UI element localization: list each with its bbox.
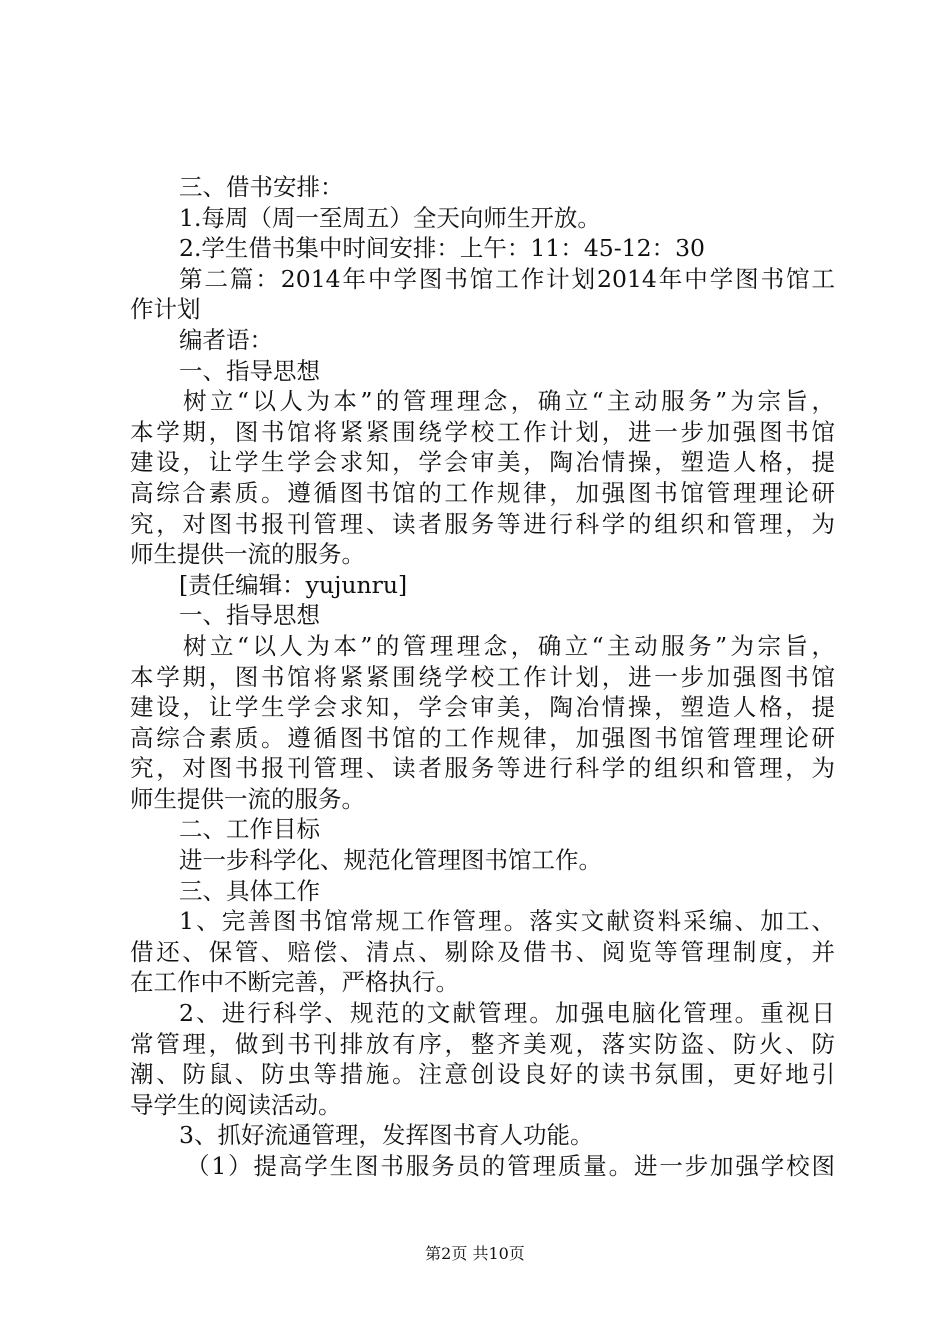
text-line: 进一步科学化、规范化管理图书馆工作。 bbox=[179, 846, 602, 875]
text-line: 3、抓好流通管理，发挥图书育人功能。 bbox=[179, 1121, 594, 1150]
text-line: 二、工作目标 bbox=[179, 815, 320, 844]
text-line: 本学期，图书馆将紧紧围绕学校工作计划，进一步加强图书馆 bbox=[130, 417, 835, 446]
text-line: 究，对图书报刊管理、读者服务等进行科学的组织和管理，为 bbox=[130, 754, 835, 783]
text-line: 师生提供一流的服务。 bbox=[130, 784, 365, 813]
page-footer bbox=[0, 1244, 950, 1264]
text-line: 1、完善图书馆常规工作管理。落实文献资料采编、加工、 bbox=[179, 907, 835, 936]
text-line: 导学生的阅读活动。 bbox=[130, 1090, 342, 1119]
text-line: 一、指导思想 bbox=[179, 601, 320, 630]
text-line: 建设，让学生学会求知，学会审美，陶冶情操，塑造人格，提 bbox=[130, 448, 835, 477]
text-line: 树立“以人为本”的管理理念，确立“主动服务”为宗旨， bbox=[183, 631, 835, 660]
text-line: 高综合素质。遵循图书馆的工作规律，加强图书馆管理理论研 bbox=[130, 478, 835, 507]
text-line: 建设，让学生学会求知，学会审美，陶冶情操，塑造人格，提 bbox=[130, 693, 835, 722]
text-line: 树立“以人为本”的管理理念，确立“主动服务”为宗旨， bbox=[183, 387, 835, 416]
text-line: （1）提高学生图书服务员的管理质量。进一步加强学校图 bbox=[186, 1152, 835, 1180]
text-line: 在工作中不断完善，严格执行。 bbox=[130, 968, 459, 997]
text-line: [责任编辑：yujunru] bbox=[179, 570, 408, 599]
text-line: 本学期，图书馆将紧紧围绕学校工作计划，进一步加强图书馆 bbox=[130, 662, 835, 691]
text-line: 三、具体工作 bbox=[179, 876, 320, 905]
text-line: 常管理，做到书刊排放有序，整齐美观，落实防盗、防火、防 bbox=[130, 1029, 835, 1058]
text-line: 2.学生借书集中时间安排：上午：11：45-12：30 bbox=[179, 234, 705, 263]
text-line: 究，对图书报刊管理、读者服务等进行科学的组织和管理，为 bbox=[130, 509, 835, 538]
text-line: 第二篇：2014年中学图书馆工作计划2014年中学图书馆工 bbox=[179, 264, 835, 293]
text-line: 借还、保管、赔偿、清点、剔除及借书、阅览等管理制度，并 bbox=[130, 937, 835, 966]
text-line: 作计划 bbox=[130, 295, 201, 324]
text-line: 一、指导思想 bbox=[179, 356, 320, 385]
page-number-label: 第2页 共10页 bbox=[425, 1244, 525, 1263]
text-line: 1.每周（周一至周五）全天向师生开放。 bbox=[179, 203, 601, 232]
text-line: 潮、防鼠、防虫等措施。注意创设良好的读书氛围，更好地引 bbox=[130, 1060, 835, 1089]
text-line: 高综合素质。遵循图书馆的工作规律，加强图书馆管理理论研 bbox=[130, 723, 835, 752]
document-body bbox=[130, 172, 835, 1182]
text-line: 编者语： bbox=[179, 325, 273, 354]
text-line: 师生提供一流的服务。 bbox=[130, 540, 365, 569]
text-line: 三、借书安排： bbox=[179, 173, 344, 201]
text-line: 2、进行科学、规范的文献管理。加强电脑化管理。重视日 bbox=[179, 999, 835, 1028]
